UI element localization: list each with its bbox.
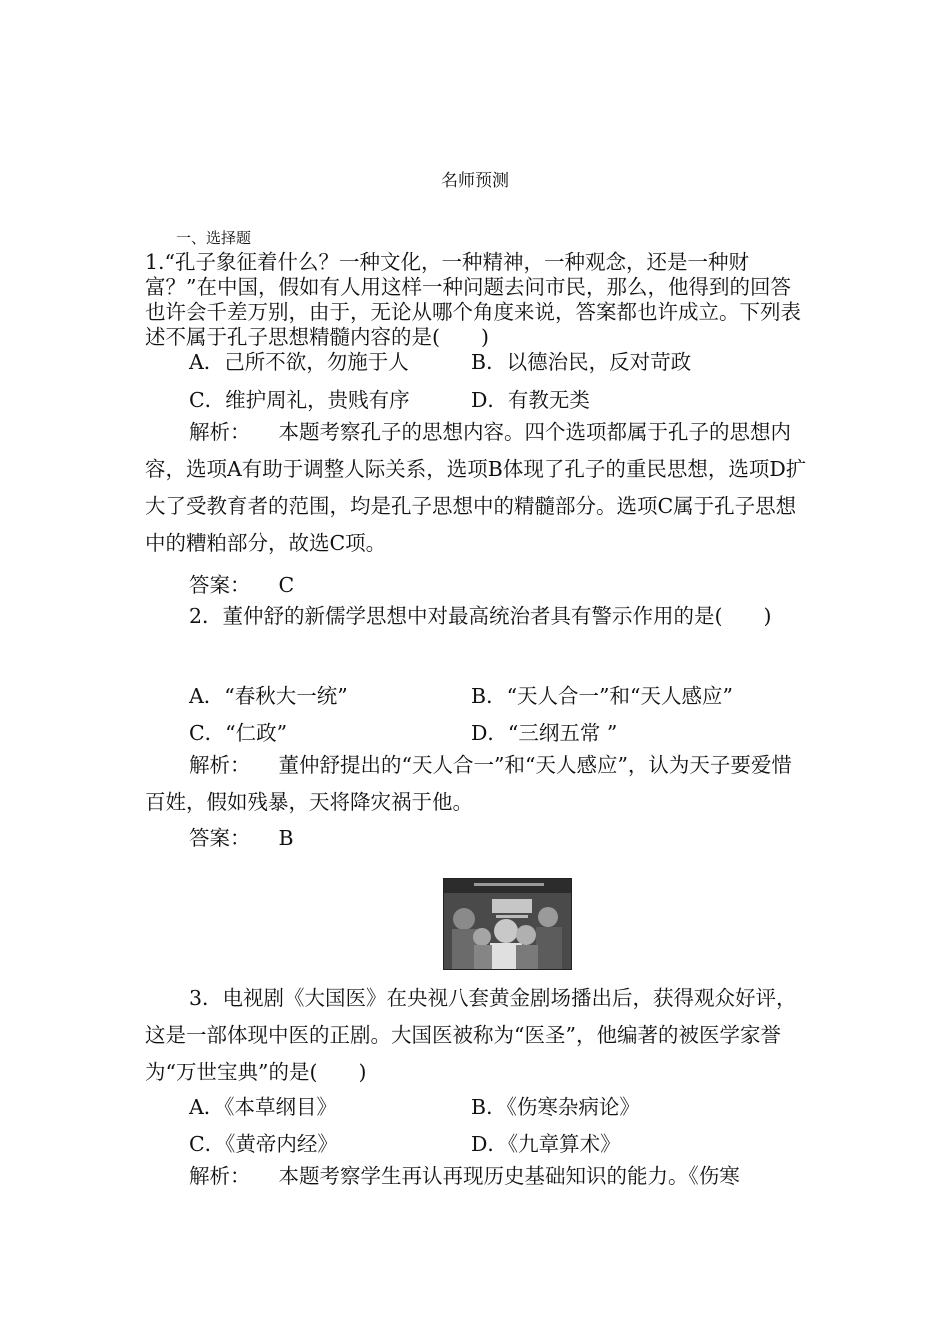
q2-option-d: D．“三纲五常 ” [471, 721, 618, 745]
question-2-stem: 2．董仲舒的新儒学思想中对最高统治者具有警示作用的是( ) [189, 604, 772, 628]
question-2-answer [189, 821, 809, 851]
q2-option-c: C．“仁政” [189, 721, 288, 745]
q3-analysis-text: 本题考察学生再认再现历史基础知识的能力。《伤寒 [278, 1164, 740, 1188]
q3-option-a: A．《本草纲目》 [189, 1095, 338, 1119]
page-title: 名师预测 [441, 171, 509, 191]
q1-option-c: C．维护周礼，贵贱有序 [189, 388, 410, 412]
q3-option-d: D．《九章算术》 [471, 1132, 621, 1156]
q2-answer-label: 答案： [189, 826, 251, 850]
q3-analysis-label: 解析： [189, 1164, 251, 1188]
q1-option-d: D．有教无类 [471, 388, 590, 412]
question-1-stem: 1.“孔子象征着什么？一种文化，一种精神，一种观念，还是一种财富？”在中国，假如有人用这样一种问题去问市民，那么，他得到的回答也许会千差万别，由于，无论从哪个角度来说，答案都也许成立。下列表述不属于孔子思想精髓内容的是( ) [145, 250, 801, 349]
question-1-analysis [145, 414, 807, 562]
q1-answer-label: 答案： [189, 573, 251, 597]
q2-option-b: B．“天人合一”和“天人感应” [471, 684, 733, 708]
q2-analysis-label: 解析： [189, 753, 251, 777]
q1-option-b: B．以德治民，反对苛政 [471, 350, 692, 374]
q2-answer-value: B [278, 826, 294, 850]
q3-option-b: B．《伤寒杂病论》 [471, 1095, 640, 1119]
q1-answer-value: C [278, 573, 295, 597]
q3-option-c: C．《黄帝内经》 [189, 1132, 338, 1156]
q2-option-a: A．“春秋大一统” [189, 684, 348, 708]
q1-analysis-text: 本题考察孔子的思想内容。四个选项都属于孔子的思想内容，选项A有助于调整人际关系，选项B体现了孔子的重民思想，选项D扩大了受教育者的范围，均是孔子思想中的精髓部分。选项C属于孔子思想中的糟粕部分，故选C项。 [145, 420, 807, 555]
q1-analysis-label: 解析： [189, 420, 251, 444]
section-heading: 一、选择题 [176, 229, 252, 247]
question-3-analysis [145, 1158, 807, 1195]
q2-analysis-text: 董仲舒提出的“天人合一”和“天人感应”，认为天子要爱惜百姓，假如残暴，天将降灾祸于他。 [145, 753, 792, 814]
tv-drama-poster-image [443, 878, 572, 970]
question-2-analysis [145, 747, 807, 821]
q1-option-a: A．己所不欲，勿施于人 [189, 350, 409, 374]
question-3-stem: 3．电视剧《大国医》在央视八套黄金剧场播出后，获得观众好评，这是一部体现中医的正剧。大国医被称为“医圣”，他编著的被医学家誉为“万世宝典”的是( ) [145, 986, 797, 1084]
question-1-answer [189, 568, 809, 598]
poster-graphic [444, 879, 571, 969]
